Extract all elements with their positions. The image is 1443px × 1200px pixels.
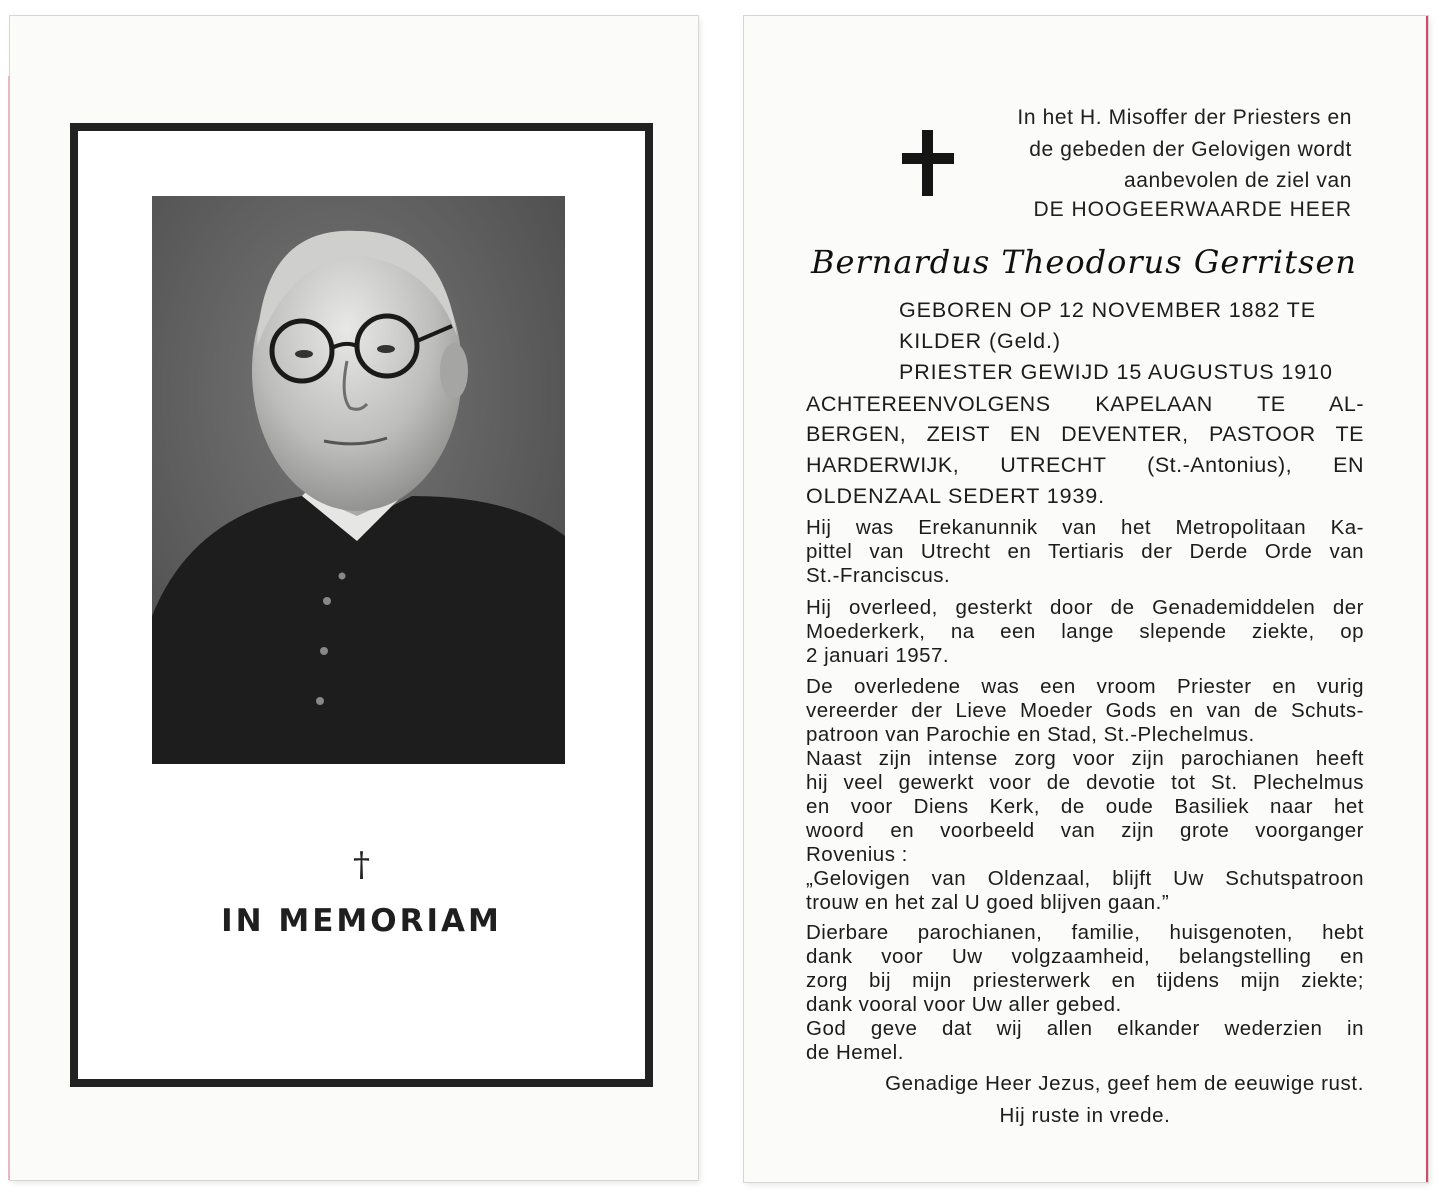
closing-blessing: Hij ruste in vrede. xyxy=(999,1104,1171,1127)
intro-line: In het H. Misoffer der Priesters en xyxy=(1017,106,1352,129)
paragraph-line: Hij was Erekanunnik van het Metropolitaan Ka- xyxy=(806,516,1364,539)
paragraph-line: pittel van Utrecht en Tertiaris der Derde Orde van xyxy=(806,540,1364,563)
quote-line: trouw en het zal U goed blijven gaan.” xyxy=(806,891,1170,914)
paragraph-line: God geve dat wij allen elkander wederzien in xyxy=(806,1017,1364,1040)
bio-line: OLDENZAAL SEDERT 1939. xyxy=(806,484,1106,508)
intro-line: aanbevolen de ziel van xyxy=(1123,169,1352,192)
cross-icon: † xyxy=(353,845,370,885)
intro-title-line: DE HOOGEERWAARDE HEER xyxy=(1033,198,1352,221)
quote-line: „Gelovigen van Oldenzaal, blijft Uw Schutspatroon xyxy=(806,867,1364,890)
paragraph-line: Hij overleed, gesterkt door de Genademiddelen der xyxy=(806,596,1364,619)
paragraph-line: Naast zijn intense zorg voor zijn parochianen heeft xyxy=(806,747,1364,770)
paragraph-line: 2 januari 1957. xyxy=(806,644,950,667)
paragraph-line: dank voor Uw volgzaamheid, belangstelling en xyxy=(806,945,1364,968)
paragraph-line: en voor Diens Kerk, de oude Basiliek naar het xyxy=(806,795,1364,818)
paragraph-line: St.-Franciscus. xyxy=(806,564,951,587)
paragraph-line: dank vooral voor Uw aller gebed. xyxy=(806,993,1122,1016)
paragraph-line: Rovenius : xyxy=(806,843,908,866)
deceased-name: Bernardus Theodorus Gerritsen xyxy=(811,243,1357,281)
bio-line: BERGEN, ZEIST EN DEVENTER, PASTOOR TE xyxy=(806,422,1364,446)
memorial-frame xyxy=(70,123,653,1087)
bio-line: KILDER (Geld.) xyxy=(899,329,1061,353)
bio-line: PRIESTER GEWIJD 15 AUGUSTUS 1910 xyxy=(899,360,1333,384)
paragraph-line: de Hemel. xyxy=(806,1041,904,1064)
cross-icon xyxy=(902,130,954,196)
portrait-photo xyxy=(152,196,565,764)
bio-line: HARDERWIJK, UTRECHT (St.-Antonius), EN xyxy=(806,453,1364,477)
bio-line: ACHTEREENVOLGENS KAPELAAN TE AL- xyxy=(806,392,1364,416)
closing-prayer: Genadige Heer Jezus, geef hem de eeuwige rust. xyxy=(885,1072,1364,1095)
bio-line: GEBOREN OP 12 NOVEMBER 1882 TE xyxy=(899,298,1316,322)
paragraph-line: Dierbare parochianen, familie, huisgenoten, hebt xyxy=(806,921,1364,944)
right-card xyxy=(744,16,1428,1182)
paragraph-line: patroon van Parochie en Stad, St.-Plechelmus. xyxy=(806,723,1255,746)
in-memoriam-title: IN MEMORIAM xyxy=(221,903,502,939)
intro-line: de gebeden der Gelovigen wordt xyxy=(1029,138,1352,161)
paragraph-line: zorg bij mijn priesterwerk en tijdens mijn ziekte; xyxy=(806,969,1364,992)
paragraph-line: vereerder der Lieve Moeder Gods en van de Schuts- xyxy=(806,699,1364,722)
paragraph-line: De overledene was een vroom Priester en vurig xyxy=(806,675,1364,698)
left-card xyxy=(10,16,698,1180)
paragraph-line: woord en voorbeeld van zijn grote voorganger xyxy=(806,819,1364,842)
portrait-illustration xyxy=(152,196,565,764)
paragraph-line: Moederkerk, na een lange slepende ziekte, op xyxy=(806,620,1364,643)
paragraph-line: hij veel gewerkt voor de devotie tot St. Plechelmus xyxy=(806,771,1364,794)
